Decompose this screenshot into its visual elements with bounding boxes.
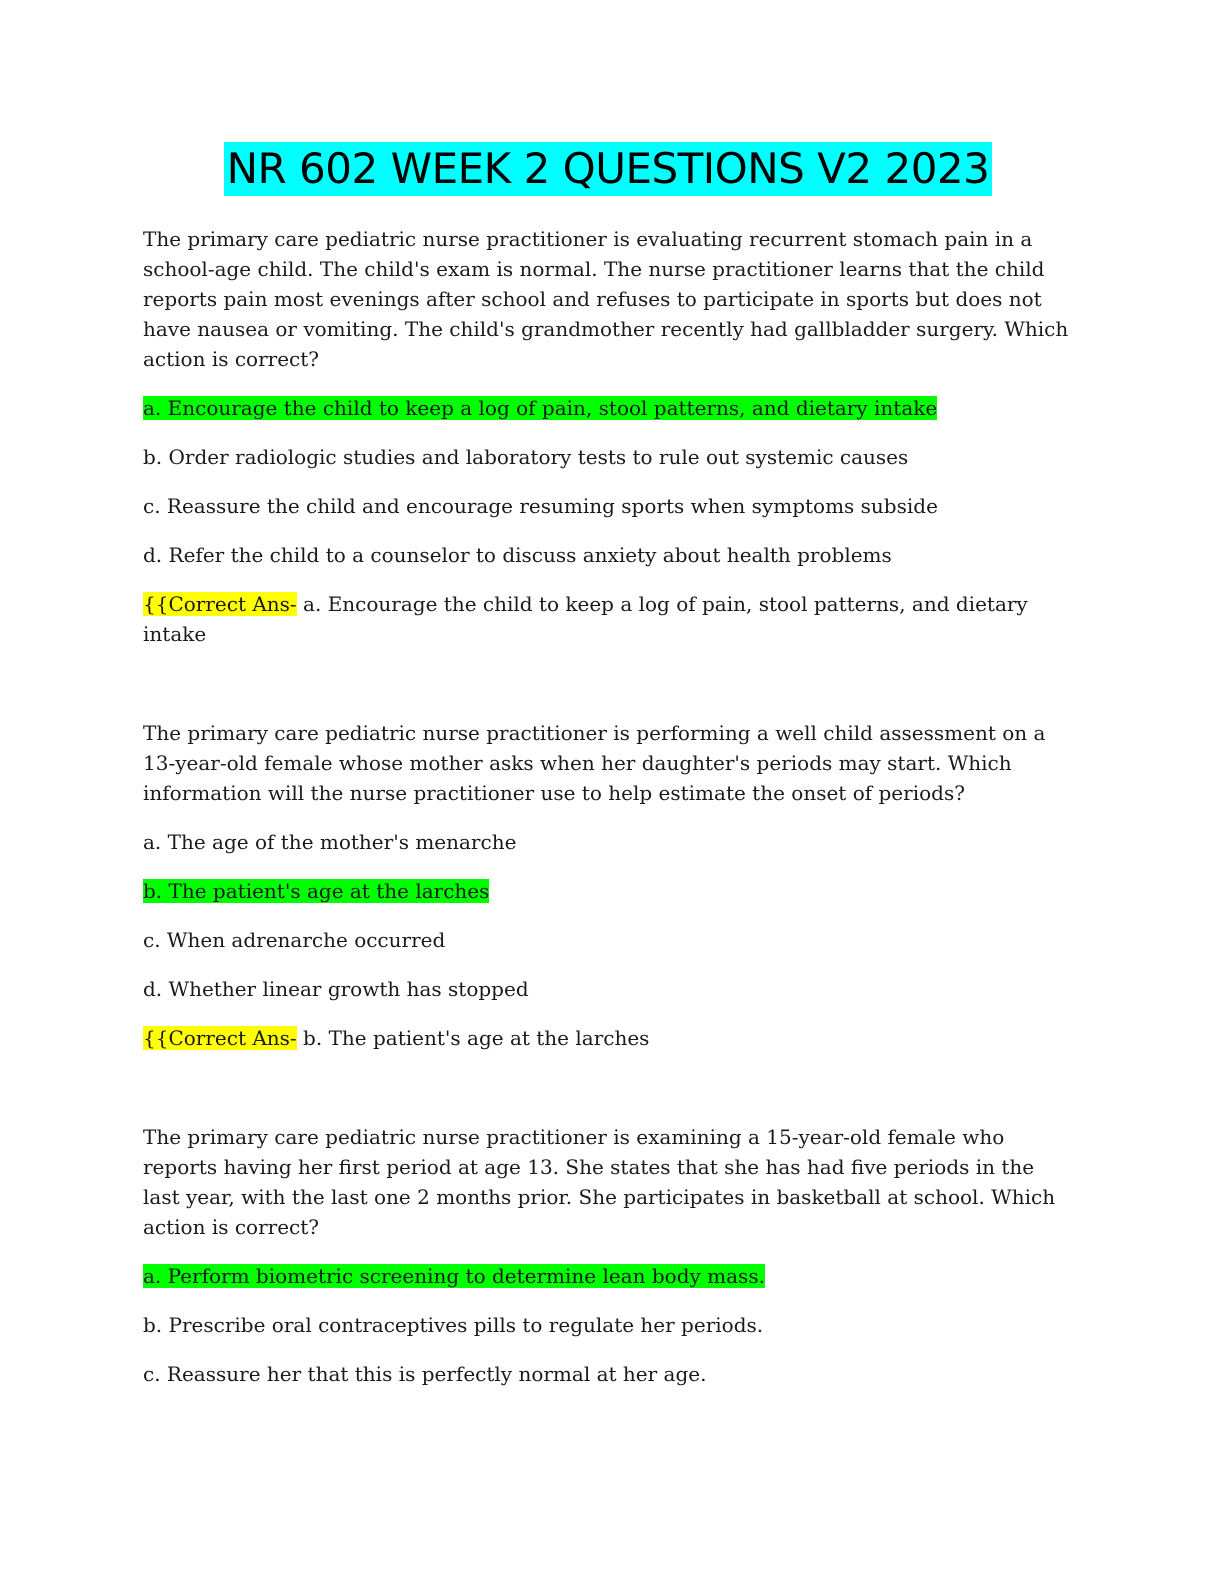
correct-answer	[143, 589, 1073, 649]
question-block-1	[143, 224, 1073, 649]
option-c: c. Reassure her that this is perfectly normal at her age.	[143, 1362, 707, 1386]
option-a: a. The age of the mother's menarche	[143, 830, 517, 854]
page-title: NR 602 WEEK 2 QUESTIONS V2 2023	[224, 142, 993, 196]
option-c: c. When adrenarche occurred	[143, 928, 446, 952]
option-d: d. Refer the child to a counselor to discuss anxiety about health problems	[143, 543, 892, 567]
option-b	[143, 876, 1073, 906]
spacer	[143, 1072, 1073, 1122]
option-b: b. Order radiologic studies and laboratory tests to rule out systemic causes	[143, 445, 909, 469]
correct-option-highlight: a. Encourage the child to keep a log of pain, stool patterns, and dietary intake	[143, 396, 938, 420]
answer-tag: {{Correct Ans-	[143, 592, 297, 616]
option-d: d. Whether linear growth has stopped	[143, 977, 529, 1001]
option-a	[143, 1261, 1073, 1291]
question-stem: The primary care pediatric nurse practitioner is evaluating recurrent stomach pain in a school-age child. The child's exam is normal. The nurse practitioner learns that the child reports pain most evenings after school and refuses to participate in sports but does not have nausea or vomiting. The child's grandmother recently had gallbladder surgery. Which action is correct?	[143, 227, 1069, 371]
correct-option-highlight: a. Perform biometric screening to determine lean body mass.	[143, 1264, 765, 1288]
document-page	[143, 142, 1073, 1408]
question-stem: The primary care pediatric nurse practitioner is examining a 15-year-old female who reports having her first period at age 13. She states that she has had five periods in the last year, with the last one 2 months prior. She participates in basketball at school. Which action is correct?	[143, 1125, 1056, 1239]
correct-option-highlight: b. The patient's age at the larches	[143, 879, 490, 903]
question-block-3	[143, 1122, 1073, 1389]
answer-text: a. Encourage the child to keep a log of pain, stool patterns, and dietary intake	[143, 592, 1028, 646]
answer-tag: {{Correct Ans-	[143, 1026, 297, 1050]
title-wrap	[143, 142, 1073, 196]
option-a	[143, 393, 1073, 423]
question-block-2	[143, 718, 1073, 1053]
answer-text: b. The patient's age at the larches	[296, 1026, 650, 1050]
option-b: b. Prescribe oral contraceptives pills to regulate her periods.	[143, 1313, 764, 1337]
spacer	[143, 668, 1073, 718]
option-c: c. Reassure the child and encourage resuming sports when symptoms subside	[143, 494, 938, 518]
question-stem: The primary care pediatric nurse practitioner is performing a well child assessment on a 13-year-old female whose mother asks when her daughter's periods may start. Which information will the nurse practitioner use to help estimate the onset of periods?	[143, 721, 1046, 805]
correct-answer	[143, 1023, 1073, 1053]
